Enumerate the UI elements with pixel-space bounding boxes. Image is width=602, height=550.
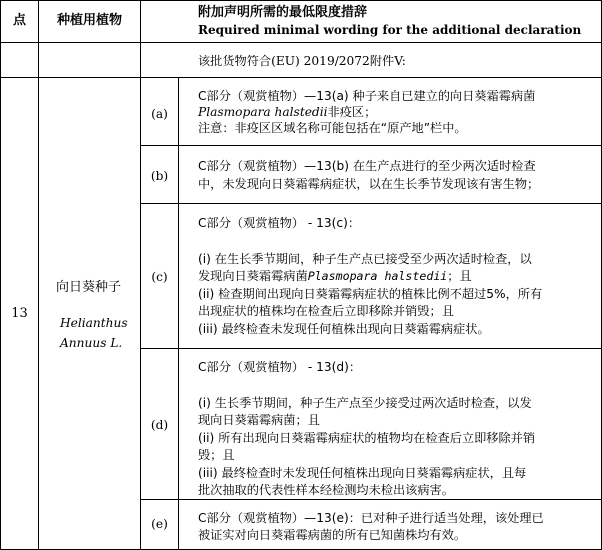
pathogen-latin-name: Plasmopara halstedii bbox=[307, 269, 448, 283]
plant-latin-species: Annuus L. bbox=[60, 336, 123, 350]
option-c-line6: (iii) 最终检查未发现任何植株出现向日葵霜霉病症状。 bbox=[198, 322, 490, 336]
option-d-line4: (ii) 所有出现向日葵霜霉病症状的植物均在检查后立即移除并销 bbox=[198, 431, 536, 445]
option-label: (e) bbox=[151, 517, 168, 531]
table-border-left bbox=[0, 0, 1, 550]
option-d-divider bbox=[140, 499, 602, 500]
option-b-divider bbox=[140, 203, 602, 204]
header-wording-zh: 附加声明所需的最低限度措辞 bbox=[198, 5, 368, 20]
col-divider-point bbox=[38, 0, 39, 550]
option-d-line5: 毁；且 bbox=[198, 448, 235, 462]
option-e-line2: 被证实对向日葵霜霉病菌的所有已知菌株均有效。 bbox=[198, 528, 467, 542]
option-d-line1: C部分（观赏植物） - 13(d)： bbox=[198, 360, 362, 374]
option-d-line2: (i) 生长季节期间，种子生产点至少接受过两次适时检查，以发 bbox=[198, 396, 532, 410]
option-c-line2: (i) 在生长季节期间，种子生产点已接受至少两次适时检查，以 bbox=[198, 252, 532, 266]
header-row-divider bbox=[0, 42, 602, 43]
option-d-line7: 批次抽取的代表性样本经检测均未检出该病害。 bbox=[198, 483, 454, 497]
option-a-line2 bbox=[198, 104, 376, 120]
option-b-line1: C部分（观赏植物）—13(b) 在生产点进行的至少两次适时检查 bbox=[198, 159, 536, 173]
option-e-line1: C部分（观赏植物）—13(e)：已对种子进行适当处理，该处理已 bbox=[198, 511, 544, 525]
option-a-line1: C部分（观赏植物）—13(a) 种子来自已建立的向日葵霜霉病菌 bbox=[198, 89, 536, 103]
option-c-line3-head: 发现向日葵霜霉病菌 bbox=[198, 269, 308, 283]
option-d-line3: 现向日葵霜霉病菌；且 bbox=[198, 413, 320, 427]
point-number: 13 bbox=[11, 306, 28, 321]
option-label: (b) bbox=[150, 169, 169, 183]
option-a-line2-tail: 非疫区； bbox=[327, 105, 377, 119]
option-c-line3 bbox=[198, 268, 472, 284]
option-d-line6: (iii) 最终检查时未发现任何植株出现向日葵霜霉病症状，且每 bbox=[198, 466, 527, 480]
pathogen-latin-name: Plasmopara halstedii bbox=[198, 105, 328, 119]
intro-row-divider bbox=[0, 77, 602, 78]
plant-latin-genus: Helianthus bbox=[60, 316, 128, 330]
option-label: (a) bbox=[151, 107, 168, 121]
option-a-line3: 注意：非疫区区域名称可能包括在“原产地”栏中。 bbox=[198, 121, 467, 135]
option-c-line1: C部分（观赏植物） - 13(c)： bbox=[198, 216, 361, 230]
header-wording-en: Required minimal wording for the additional declaration bbox=[198, 23, 582, 37]
header-plants: 种植用植物 bbox=[56, 13, 122, 28]
option-label: (c) bbox=[151, 270, 168, 284]
option-c-line3-tail: ；且 bbox=[447, 269, 472, 283]
option-label: (d) bbox=[150, 418, 169, 432]
intro-text: 该批货物符合(EU) 2019/2072附件V: bbox=[198, 54, 406, 68]
col-divider-options bbox=[178, 77, 179, 550]
option-c-divider bbox=[140, 348, 602, 349]
option-c-line4: (ii) 检查期间出现向日葵霜霉病症状的植株比例不超过5%，所有 bbox=[198, 287, 543, 301]
header-point: 点 bbox=[12, 13, 26, 28]
option-c-line5: 出现症状的植株均在检查后立即移除并销毁；且 bbox=[198, 304, 454, 318]
option-b-line2: 中，未发现向日葵霜霉病症状，以在生长季节发现该有害生物； bbox=[198, 177, 540, 191]
option-a-divider bbox=[140, 145, 602, 146]
table-border-top bbox=[0, 0, 602, 1]
plant-name-zh: 向日葵种子 bbox=[56, 280, 122, 295]
